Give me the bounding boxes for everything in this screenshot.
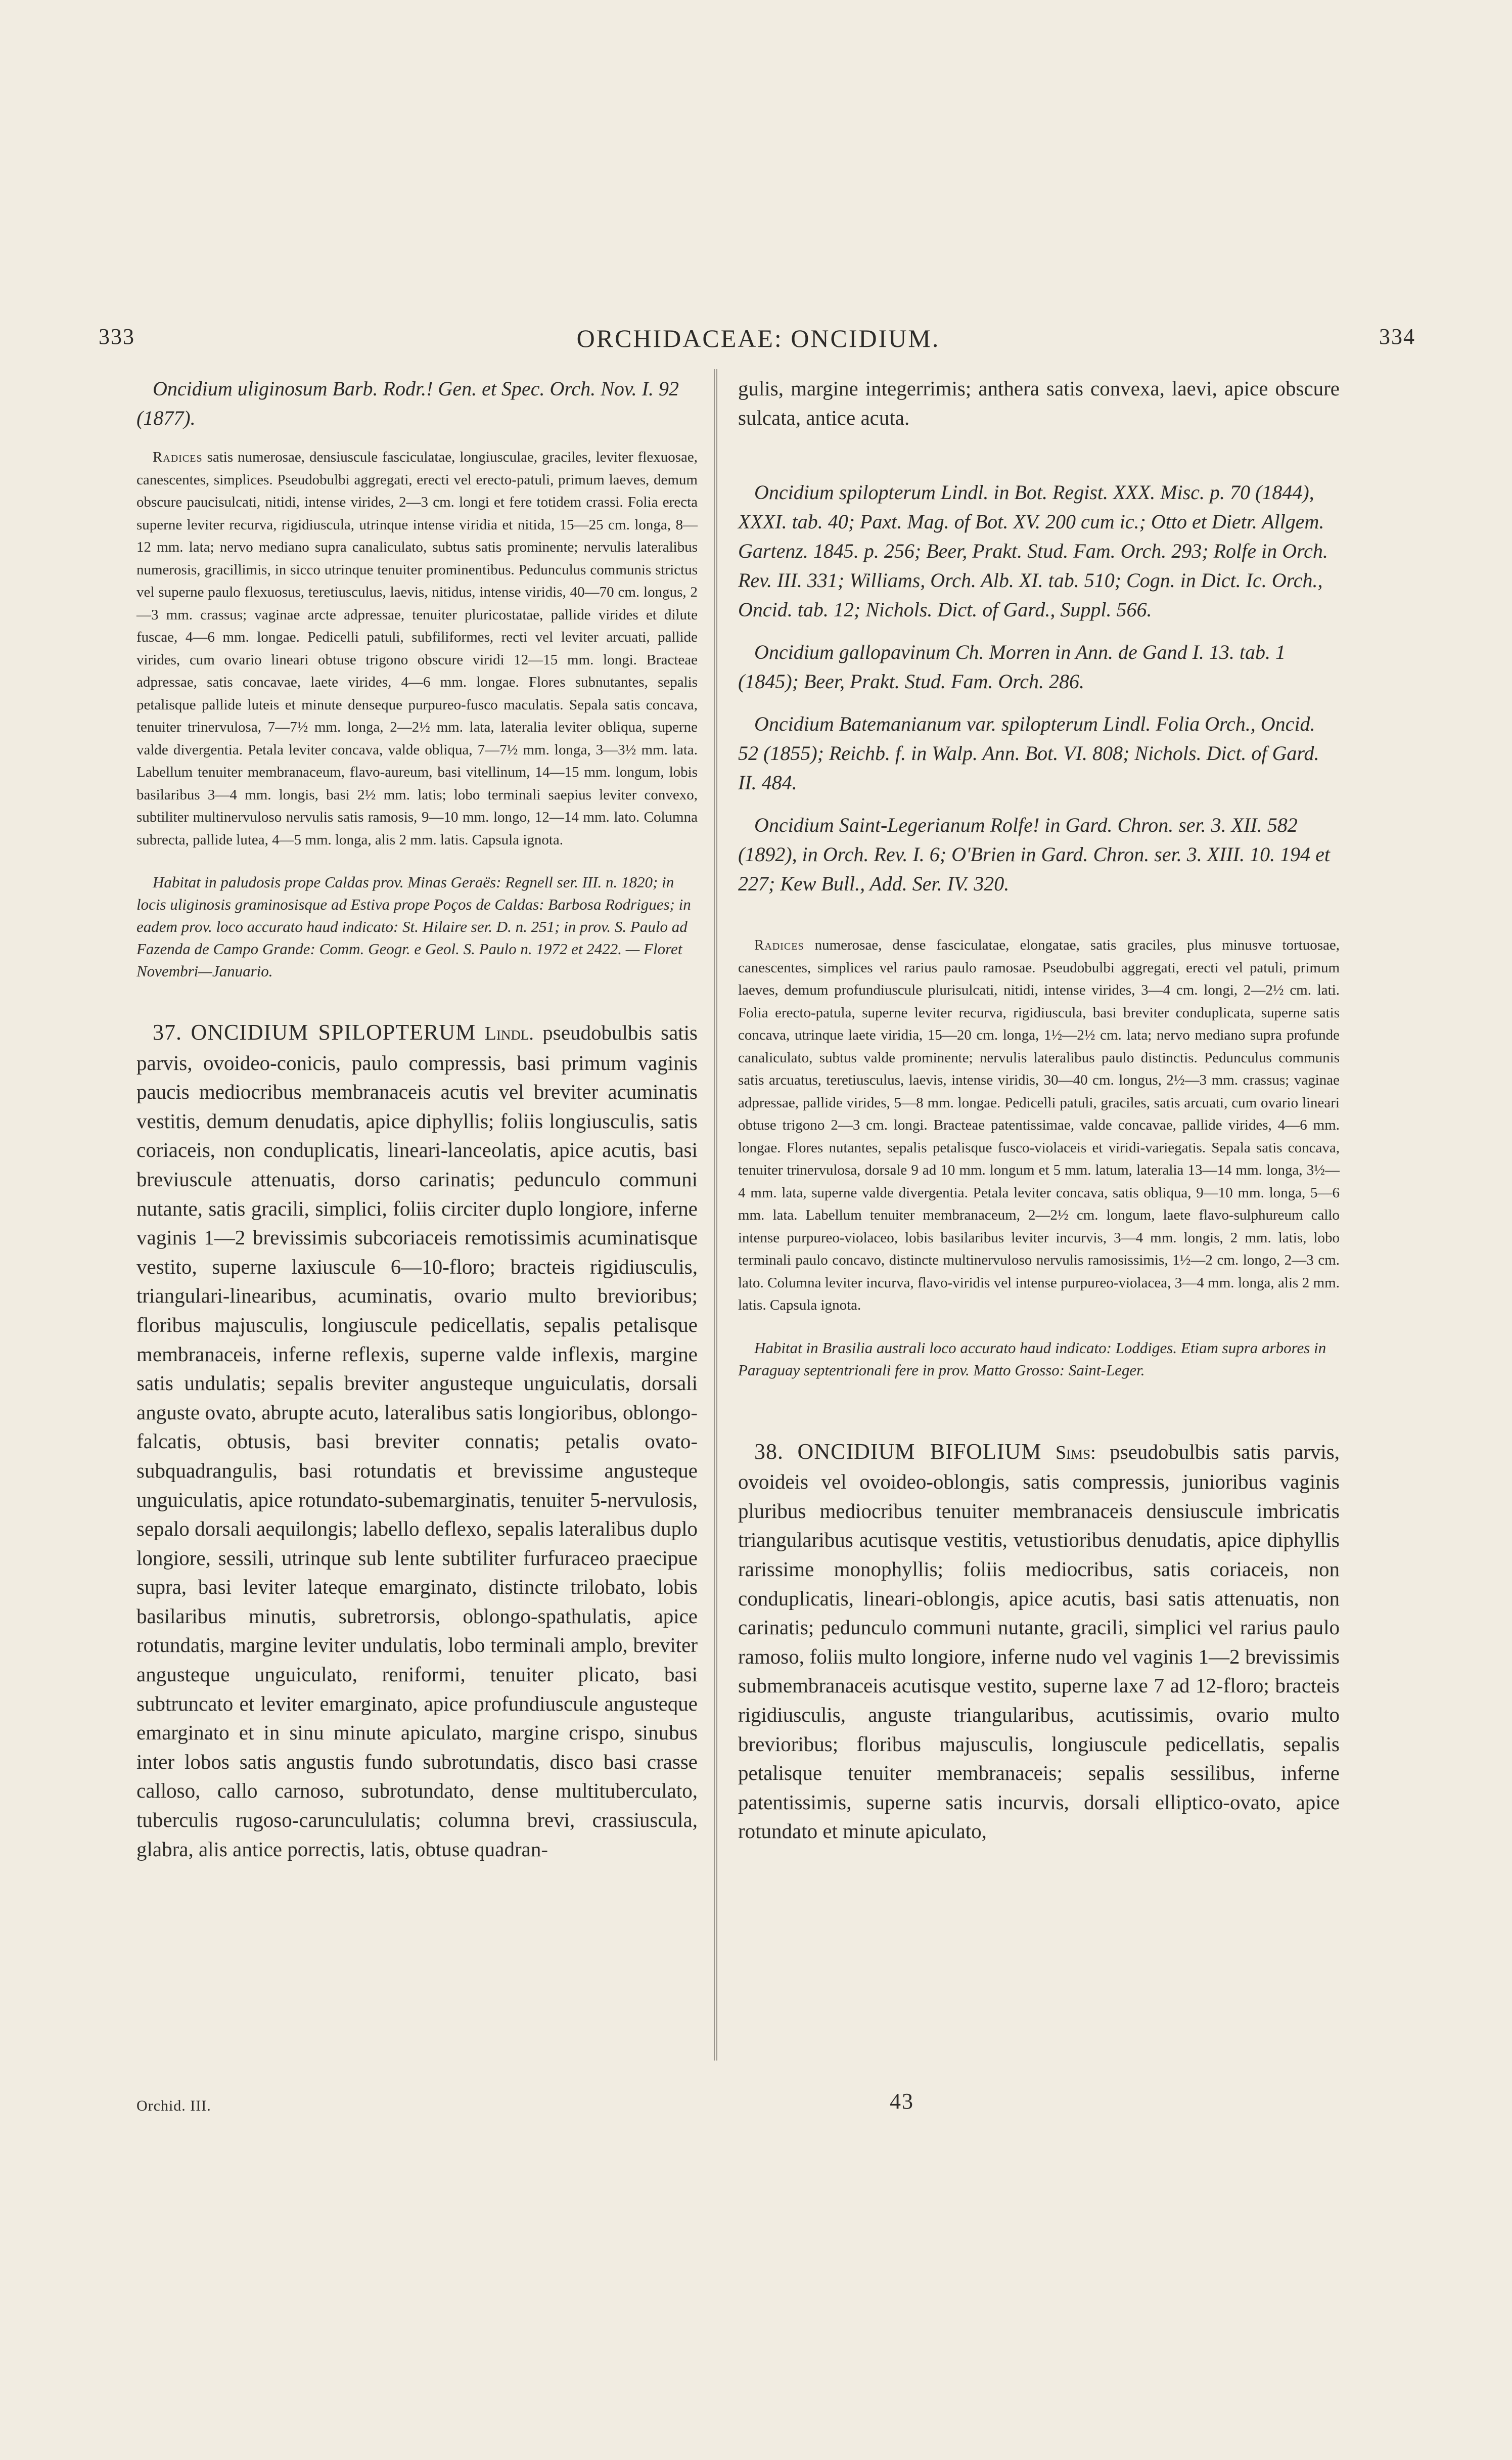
right-column xyxy=(738,374,1340,1846)
species-name: ONCIDIUM BIFOLIUM xyxy=(797,1439,1042,1464)
page-header xyxy=(91,324,1426,359)
species-entry xyxy=(738,1437,1340,1846)
signature-mark: 43 xyxy=(890,2089,914,2114)
column-divider xyxy=(714,369,717,2061)
page-number-left: 333 xyxy=(99,324,135,349)
description-lead: Radices xyxy=(153,449,203,465)
habitat-note: Habitat in paludosis prope Caldas prov. Minas Geraës: Regnell ser. III. n. 1820; in locis uliginosis graminosisque ad Estiva prope Poços de Caldas: Barbosa Rodrigues; in eadem prov. loco accurato haud indicato: St. Hilaire ser. D. n. 251; in prov. S. Paulo ad Fazenda de Campo Grande: Comm. Geogr. e Geol. S. Paulo n. 1972 et 2422. — Floret Novembri—Januario. xyxy=(136,873,691,980)
diagnosis-text: pseudobulbis satis parvis, ovoideis vel ovoideo-oblongis, satis compressis, junioribus vaginis pluribus mediocribus tenuiter membranaceis densiuscule imbricatis triangularibus acutisque vestitis, vetustioribus denudatis, apice diphyllis rarissime monophyllis; foliis mediocribus, satis coriaceis, non conduplicatis, lineari-oblongis, apice acutis, basi satis attenuatis, non carinatis; pedunculo communi nutante, gracili, simplici vel rarius paulo ramoso, foliis multo longiore, inferne nudo vel vaginis 1—2 brevissimis submembranaceis acutisque vestito, superne laxe 7 ad 12-floro; bracteis rigidiusculis, anguste triangularibus, acutissimis, ovario multo brevioribus; floribus majusculis, longiuscule pedicellatis, sepalis petalisque tenuiter membranaceis; sepalis sessilibus, inferne patentissimis, superne satis incurvis, dorsali elliptico-ovato, apice rotundato et minute apiculato, xyxy=(738,1440,1340,1843)
species-name: ONCIDIUM SPILOPTERUM xyxy=(191,1020,476,1045)
synonym-citation: Oncidium spilopterum Lindl. in Bot. Regist. XXX. Misc. p. 70 (1844), XXXI. tab. 40; Paxt. Mag. of Bot. XV. 200 cum ic.; Otto et Dietr. Allgem. Gartenz. 1845. p. 256; Beer, Prakt. Stud. Fam. Orch. 293; Rolfe in Orch. Rev. III. 331; Williams, Orch. Alb. XI. tab. 510; Cogn. in Dict. Ic. Orch., Oncid. tab. 12; Nichols. Dict. of Gard., Suppl. 566. xyxy=(738,481,1328,621)
species-description xyxy=(738,934,1340,1317)
volume-footer: Orchid. III. xyxy=(136,2097,211,2114)
continued-diagnosis: gulis, margine integerrimis; anthera satis convexa, laevi, apice obscure sulcata, antice acuta. xyxy=(738,377,1340,429)
species-author: Lindl. xyxy=(484,1023,534,1044)
synonym-citation: Oncidium uliginosum Barb. Rodr.! Gen. et Spec. Orch. Nov. I. 92 (1877). xyxy=(136,377,679,429)
description-text: numerosae, dense fasciculatae, elongatae, satis graciles, plus minusve tortuosae, canescentes, simplices vel rarius paulo ramosae. Pseudobulbi aggregati, erecti vel patuli, primum laeves, demum profundiuscule plurisulcati, nitidi, intense virides, 3—4 cm. longi, 2—2½ cm. lati. Folia erecto-patula, superne leviter recurva, rigidiuscula, basi breviter conduplicata, superne satis concava, utrinque laete viridia, 15—20 cm. longa, 1½—2½ cm. lata; nervo mediano supra profunde canaliculato, subtus valde prominente; nervulis lateralibus paulo distinctis. Pedunculus communis satis arcuatus, teretiusculus, laevis, intense viridis, 30—40 cm. longus, 2½—3 mm. crassus; vaginae adpressae, pallide virides, 5—8 mm. longae. Pedicelli patuli, graciles, satis arcuati, cum ovario lineari obtuse trigono 2—3 cm. longi. Bracteae patentissimae, valde concavae, pallide virides, 4—6 mm. longae. Flores nutantes, sepalis petalisque fusco-violaceis et viridi-variegatis. Sepala satis concava, tenuiter trinervulosa, dorsale 9 ad 10 mm. longum et 5 mm. latum, lateralia 13—14 mm. longa, 3½—4 mm. lata, superne valde divergentia. Petala leviter concava, satis obliqua, 9—10 mm. longa, 5—6 mm. lata. Labellum tenuiter membranaceum, 2—2½ cm. longum, laete flavo-sulphureum callo intense purpureo-violaceo, lobis basilaribus leviter incurvis, 3—4 mm. longis, 2 mm. latis, lobo terminali paulo concavo, distincte multinervuloso nervulis ramosissimis, 1½—2 cm. longo, 2—3 cm. lato. Columna leviter incurva, flavo-viridis vel intense purpureo-violacea, 3—4 mm. longa, alis 2 mm. latis. Capsula ignota. xyxy=(738,937,1340,1314)
page-number-right: 334 xyxy=(1379,324,1415,349)
species-number: 37. xyxy=(153,1020,182,1045)
left-column xyxy=(136,374,698,1864)
species-description xyxy=(136,446,698,851)
description-lead: Radices xyxy=(754,937,804,954)
running-title: ORCHIDACEAE: ONCIDIUM. xyxy=(576,324,940,352)
habitat-note: Habitat in Brasilia australi loco accurato haud indicato: Loddiges. Etiam supra arbores in Paraguay septentrionali fere in prov. Matto Grosso: Saint-Leger. xyxy=(738,1338,1326,1379)
diagnosis-text: pseudobulbis satis parvis, ovoideo-conicis, paulo compressis, basi primum vaginis paucis mediocribus membranaceis acutis vel breviter acuminatis vestitis, demum denudatis, apice diphyllis; foliis longiusculis, satis coriaceis, non conduplicatis, lineari-lanceolatis, apice acutis, basi breviuscule attenuatis, dorso carinatis; pedunculo communi nutante, satis gracili, simplici, foliis circiter duplo longiore, inferne vaginis 1—2 brevissimis subcoriaceis remotissimis acuminatisque vestito, superne laxiuscule 6—10-floro; bracteis rigidiusculis, triangulari-linearibus, acuminatis, ovario multo brevioribus; floribus majusculis, longiuscule pedicellatis, sepalis petalisque membranaceis, inferne reflexis, superne valde inflexis, margine satis undulatis; sepalis breviter angusteque unguiculatis, dorsali anguste ovato, abrupte acuto, lateralibus satis longioribus, oblongo-falcatis, obtusis, basi breviter connatis; petalis ovato-subquadrangulis, basi rotundatis et brevissime angusteque unguiculatis, apice rotundato-subemarginatis, tenuiter 5-nervulosis, sepalo dorsali aequilongis; labello deflexo, sepalis lateralibus duplo longiore, sessili, utrinque sub lente subtiliter furfuraceo praecipue supra, basi leviter lateque emarginato, distincte trilobato, lobis basilaribus minutis, subretrorsis, oblongo-spathulatis, apice rotundatis, margine leviter undulatis, lobo terminali amplo, breviter angusteque unguiculato, reniformi, tenuiter plicato, basi subtruncato et leviter emarginato, apice profundiuscule angusteque emarginato et in sinu minute apiculato, margine crispo, sinubus inter lobos satis angustis fundo subrotundatis, disco basi crasse calloso, callo carnoso, subrotundato, dense multituberculato, tuberculis rugoso-caruncululatis; columna brevi, crassiuscula, glabra, alis antice porrectis, latis, obtuse quadran- xyxy=(136,1021,698,1861)
species-author: Sims: xyxy=(1055,1442,1096,1463)
species-entry xyxy=(136,1018,698,1864)
synonym-citation: Oncidium Saint-Legerianum Rolfe! in Gard. Chron. ser. 3. XII. 582 (1892), in Orch. Rev. I. 6; O'Brien in Gard. Chron. ser. 3. XIII. 10. 194 et 227; Kew Bull., Add. Ser. IV. 320. xyxy=(738,814,1330,896)
species-number: 38. xyxy=(754,1439,784,1464)
synonym-citation: Oncidium Batemanianum var. spilopterum Lindl. Folia Orch., Oncid. 52 (1855); Reichb. f. in Walp. Ann. Bot. VI. 808; Nichols. Dict. of Gard. II. 484. xyxy=(738,712,1319,794)
description-text: satis numerosae, densiuscule fasciculatae, longiusculae, graciles, leviter flexuosae, canescentes, simplices. Pseudobulbi aggregati, erecti vel erecto-patuli, primum laeves, demum obscure paucisulcati, nitidi, intense virides, 2—3 cm. longi et fere totidem crassi. Folia erecta superne leviter recurva, rigidiuscula, utrinque intense viridia et nitida, 15—25 cm. longa, 8—12 mm. lata; nervo mediano supra canaliculato, subtus satis prominente; nervulis lateralibus numerosis, gracillimis, in sicco utrinque tenuiter prominentibus. Pedunculus communis strictus vel superne paulo flexuosus, teretiusculus, laevis, nitidus, intense viridis, 40—70 cm. longus, 2—3 mm. crassus; vaginae arcte adpressae, tenuiter pluricostatae, pallide virides et dilute fuscae, 4—6 mm. longae. Pedicelli patuli, subfiliformes, recti vel leviter arcuati, pallide virides, cum ovario lineari obtuse trigono obscure viridi 12—15 mm. longi. Bracteae adpressae, satis concavae, laete virides, 4—6 mm. longae. Flores subnutantes, sepalis petalisque pallide luteis et minute denseque purpureo-fusco maculatis. Sepala satis concava, tenuiter trinervulosa, 7—7½ mm. longa, 2—2½ mm. lata, lateralia leviter obliqua, superne valde divergentia. Petala leviter concava, valde obliqua, 7—7½ mm. longa, 3—3½ mm. lata. Labellum tenuiter membranaceum, flavo-aureum, basi vitellinum, 14—15 mm. longum, lobis basilaribus 3—4 mm. longis, basi 2½ mm. latis; lobo terminali saepius leviter convexo, subtiliter multinervuloso nervulis satis ramosis, 9—10 mm. longo, 12—14 mm. lato. Columna subrecta, pallide lutea, 4—5 mm. longa, alis 2 mm. latis. Capsula ignota. xyxy=(136,449,698,848)
synonym-citation: Oncidium gallopavinum Ch. Morren in Ann. de Gand I. 13. tab. 1 (1845); Beer, Prakt. Stud. Fam. Orch. 286. xyxy=(738,641,1286,693)
